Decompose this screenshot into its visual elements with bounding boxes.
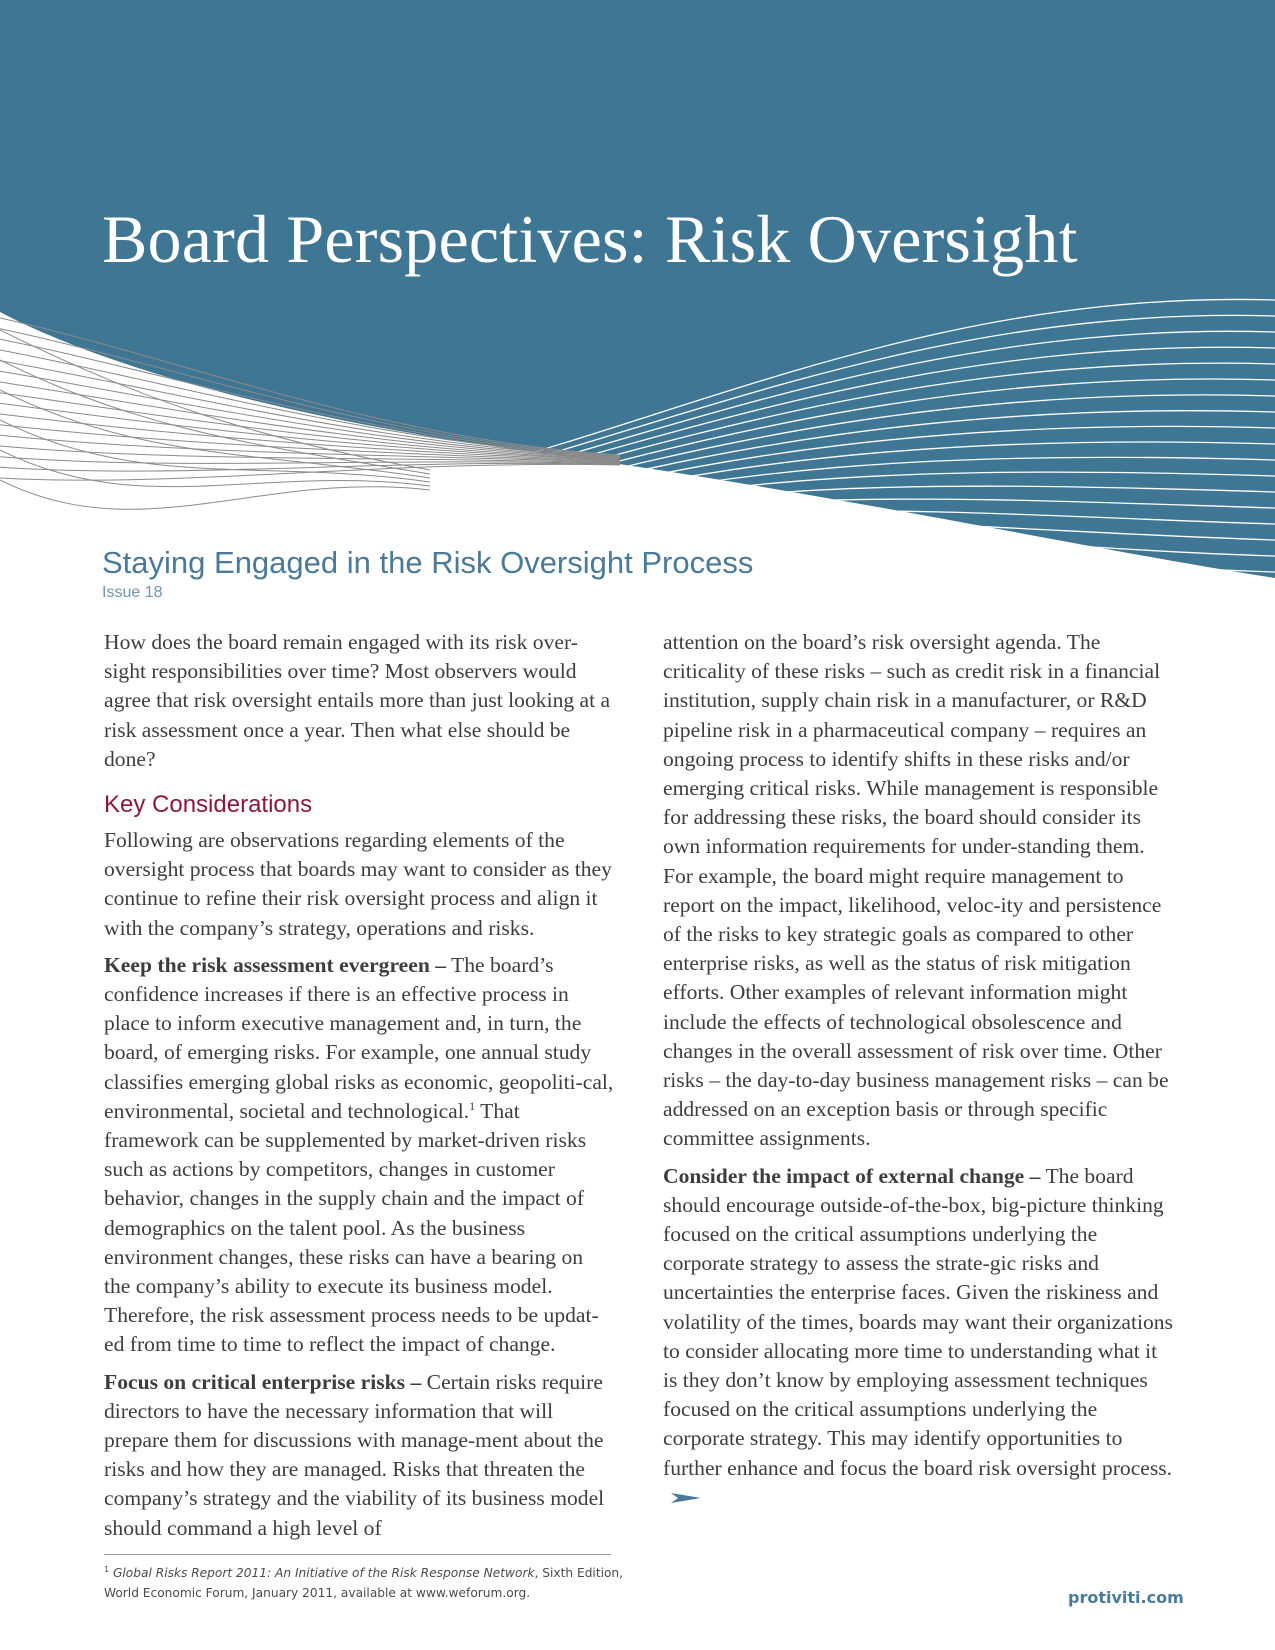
- footnote-source-details: , Sixth Edition, World Economic Forum, January 2011, available at www.weforum.org.: [104, 1566, 624, 1601]
- section-title: Staying Engaged in the Risk Oversight Process: [102, 545, 754, 580]
- footer-url[interactable]: protiviti.com: [1068, 1588, 1184, 1607]
- banner-background: [0, 0, 1275, 578]
- footnote-reference[interactable]: 1: [469, 1098, 476, 1113]
- external-change-paragraph: [663, 1162, 1175, 1514]
- right-column: [663, 628, 1175, 1522]
- external-change-lead: Consider the impact of external change –: [663, 1163, 1041, 1188]
- external-change-text: The board should encourage outside-of-the-box, big-picture thinking focused on the critical assumptions underlying the corporate strategy to assess the strate-gic risks and uncertainties the enterprise faces. Given the riskiness and volatility of the times, boards may want their organizations to consider allocating more time to understanding what it is they don’t know by employing assessment techniques focused on the critical assumptions underlying the corporate strategy. This may identify opportunities to further enhance and focus the board risk oversight process.: [663, 1163, 1173, 1480]
- footnote: [104, 1560, 644, 1603]
- intro-paragraph: How does the board remain engaged with its risk over-sight responsibilities over time? Most observers would agree that risk oversight entails more than just looking at a risk assessment once a year. Then what else should be done?: [104, 630, 611, 771]
- footnote-divider: [104, 1554, 611, 1555]
- footnote-number: 1: [104, 1565, 110, 1574]
- critical-risks-lead: Focus on critical enterprise risks –: [104, 1369, 422, 1394]
- continuation-paragraph: attention on the board’s risk oversight agenda. The criticality of these risks – such as credit risk in a financial institution, supply chain risk in a manufacturer, or R&D pipeline risk in a pharmaceutical company – requires an ongoing process to identify shifts in these risks and/or emerging critical risks. While management is responsible for addressing these risks, the board should consider its own information requirements for under-standing them. For example, the board might require management to report on the impact, likelihood, veloc-ity and persistence of the risks to key strategic goals as compared to other enterprise risks, as well as the status of risk mitigation efforts. Other examples of relevant information might include the effects of technological obsolescence and changes in the overall assessment of risk over time. Other risks – the day-to-day business management risks – can be addressed on an exception basis or through specific committee assignments.: [663, 630, 1169, 1151]
- considerations-intro-paragraph: Following are observations regarding elements of the oversight process that boards may want to consider as they continue to refine their risk oversight process and align it with the company’s strategy, operations and risks.: [104, 828, 612, 940]
- arrow-right-icon[interactable]: [671, 1484, 701, 1513]
- left-column: [104, 628, 614, 1551]
- critical-risks-paragraph: [104, 1368, 614, 1543]
- issue-number: Issue 18: [102, 584, 163, 601]
- evergreen-lead: Keep the risk assessment evergreen –: [104, 952, 447, 977]
- header-banner: [0, 0, 1275, 600]
- evergreen-paragraph: [104, 951, 614, 1360]
- evergreen-text: The board’s confidence increases if there is an effective process in place to inform executive management and, in turn, the board, of emerging risks. For example, one annual study classifies emerging global risks as economic, geopoliti-cal, environmental, societal and technological.: [104, 952, 614, 1123]
- footnote-source-title: Global Risks Report 2011: An Initiative of the Risk Response Network: [112, 1566, 535, 1581]
- evergreen-text-continued: That framework can be supplemented by market-driven risks such as actions by competitors, changes in customer behavior, changes in the supply chain and the impact of demographics on the talent pool. As the business environment changes, these risks can have a bearing on the company’s ability to execute its business model. Therefore, the risk assessment process needs to be updat-ed from time to time to reflect the impact of change.: [104, 1098, 599, 1357]
- key-considerations-heading: Key Considerations: [104, 791, 313, 819]
- fan-line: [0, 480, 430, 509]
- critical-risks-text: Certain risks require directors to have the necessary information that will prepare them for discussions with manage-ment about the risks and how they are managed. Risks that threaten the company’s strategy and the viability of its business model should command a high level of: [104, 1369, 605, 1540]
- page-title: Board Perspectives: Risk Oversight: [102, 201, 1078, 277]
